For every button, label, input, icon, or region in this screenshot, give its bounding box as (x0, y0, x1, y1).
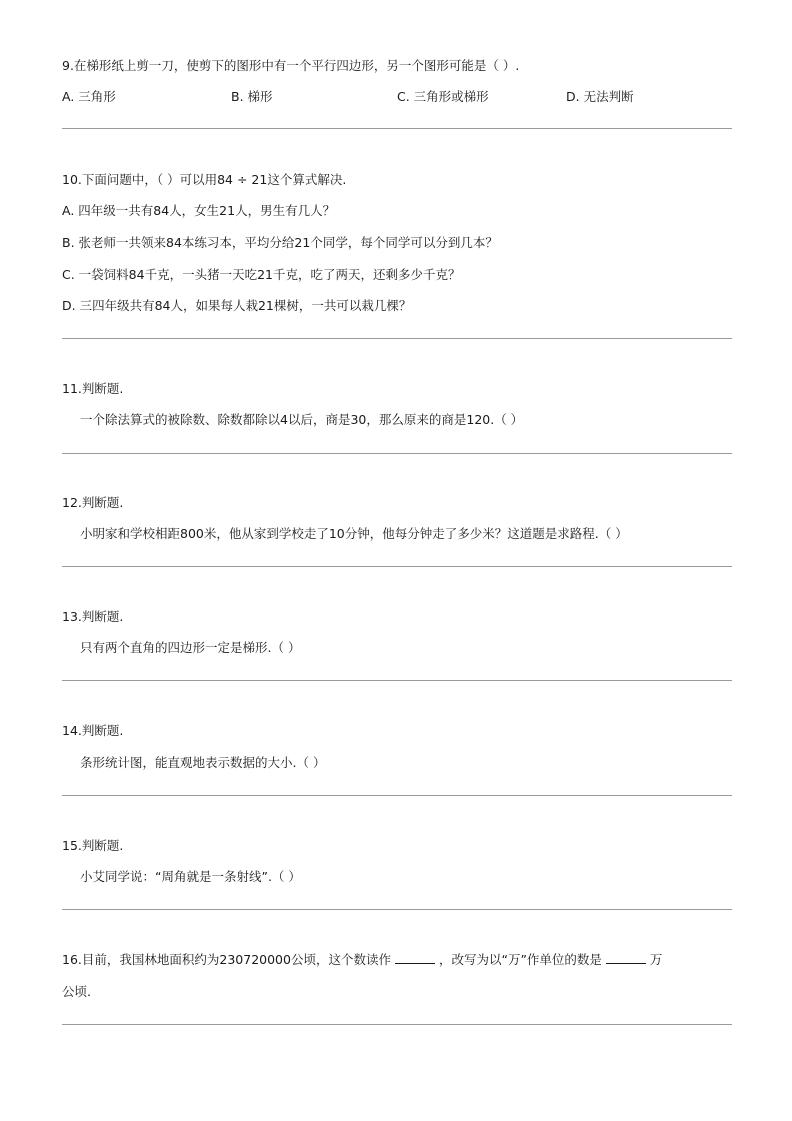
q12-body: 小明家和学校相距800米，他从家到学校走了10分钟，他每分钟走了多少米？这道题是求路程.（ ） (80, 526, 628, 541)
q10-stem: 10.下面问题中，（ ）可以用84 ÷ 21这个算式解决. (62, 172, 347, 187)
q15-body: 小艾同学说：“周角就是一条射线”.（ ） (80, 869, 301, 884)
q16-blank-wan[interactable] (606, 951, 646, 964)
q9-option-a[interactable]: A. 三角形 (62, 89, 116, 104)
separator (62, 453, 732, 454)
q16-blank-read[interactable] (395, 951, 435, 964)
q13-stem: 13.判断题. (62, 609, 124, 624)
separator (62, 338, 732, 339)
q12-stem: 12.判断题. (62, 495, 124, 510)
q15-stem: 15.判断题. (62, 838, 124, 853)
q10-option-b[interactable]: B. 张老师一共领来84本练习本，平均分给21个同学，每个同学可以分到几本？ (62, 235, 498, 250)
q11-body: 一个除法算式的被除数、除数都除以4以后，商是30，那么原来的商是120.（ ） (80, 412, 524, 427)
separator (62, 1024, 732, 1025)
q10-option-c[interactable]: C. 一袋饲料84千克，一头猪一天吃21千克，吃了两天，还剩多少千克？ (62, 267, 461, 282)
q9-option-c[interactable]: C. 三角形或梯形 (397, 89, 489, 104)
q14-body: 条形统计图，能直观地表示数据的大小.（ ） (80, 755, 326, 770)
q9-stem: 9.在梯形纸上剪一刀，使剪下的图形中有一个平行四边形，另一个图形可能是（ ）. (62, 58, 520, 73)
q9-option-b[interactable]: B. 梯形 (231, 89, 273, 104)
q11-stem: 11.判断题. (62, 381, 124, 396)
q9-option-d[interactable]: D. 无法判断 (566, 89, 634, 104)
q16-line1 (62, 951, 662, 968)
separator (62, 680, 732, 681)
separator (62, 909, 732, 910)
q16-text-part3: 万 (649, 952, 663, 967)
q14-stem: 14.判断题. (62, 723, 124, 738)
q10-option-a[interactable]: A. 四年级一共有84人，女生21人，男生有几人？ (62, 203, 336, 218)
q10-option-d[interactable]: D. 三四年级共有84人，如果每人栽21棵树，一共可以栽几棵？ (62, 298, 412, 313)
q16-line2: 公顷. (62, 984, 91, 999)
q13-body: 只有两个直角的四边形一定是梯形.（ ） (80, 640, 301, 655)
q16-text-part2: ，改写为以“万”作单位的数是 (438, 952, 602, 967)
separator (62, 566, 732, 567)
q16-text-part1: 16.目前，我国林地面积约为230720000公顷，这个数读作 (62, 952, 391, 967)
separator (62, 795, 732, 796)
separator (62, 128, 732, 129)
